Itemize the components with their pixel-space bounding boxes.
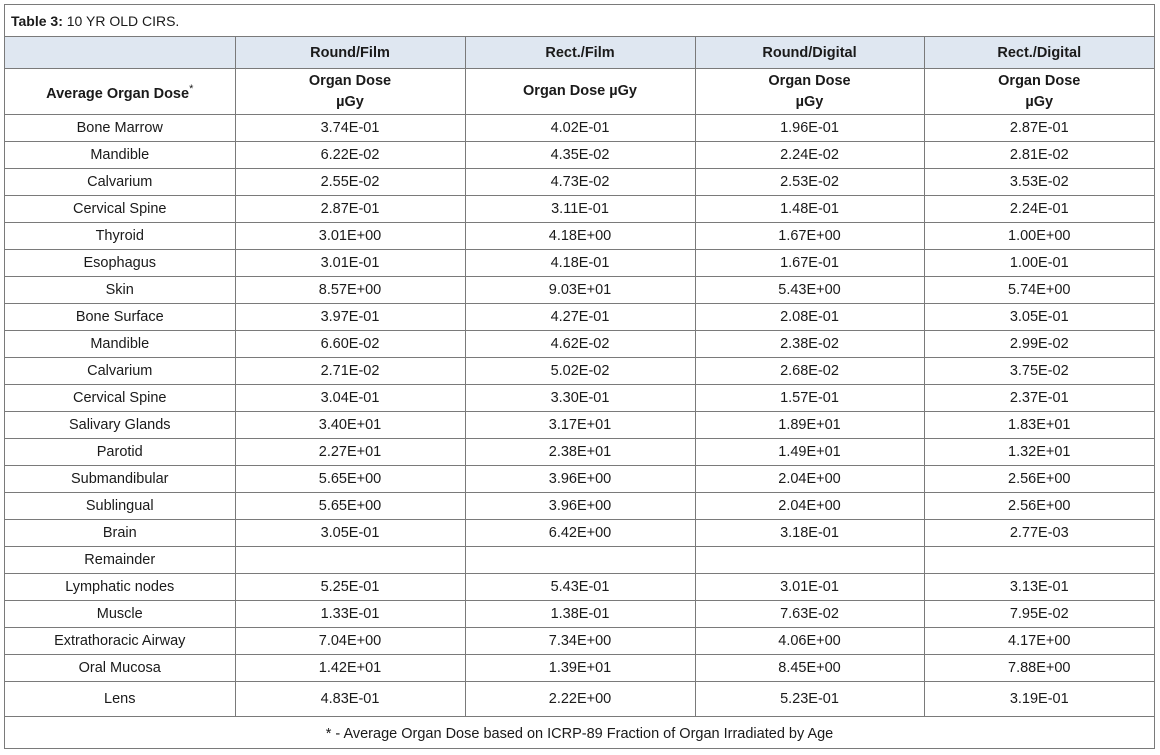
table-row: [5, 547, 1154, 574]
organ-cell: Mandible: [5, 331, 235, 358]
dose-cell: 2.24E-02: [695, 142, 924, 169]
table-row: [5, 331, 1154, 358]
organ-cell: Cervical Spine: [5, 196, 235, 223]
dose-cell: 3.18E-01: [695, 520, 924, 547]
dose-cell: 4.62E-02: [465, 331, 695, 358]
table-row: [5, 169, 1154, 196]
unit-text: Organ Dose µGy: [998, 72, 1081, 110]
dose-cell: 3.05E-01: [924, 304, 1154, 331]
dose-cell: 1.67E-01: [695, 250, 924, 277]
dose-cell: 3.01E-01: [695, 574, 924, 601]
dose-cell: 1.89E+01: [695, 412, 924, 439]
table-row: [5, 115, 1154, 142]
table-row: [5, 412, 1154, 439]
footnote-marker: *: [189, 82, 194, 95]
dose-cell: 1.33E-01: [235, 601, 465, 628]
column-header: Rect./Digital: [924, 37, 1154, 69]
organ-cell: Lymphatic nodes: [5, 574, 235, 601]
unit-header: [924, 69, 1154, 115]
column-header: Round/Digital: [695, 37, 924, 69]
dose-cell: 3.01E-01: [235, 250, 465, 277]
dose-cell: 9.03E+01: [465, 277, 695, 304]
table-row: [5, 439, 1154, 466]
dose-cell: 5.25E-01: [235, 574, 465, 601]
table-row: [5, 196, 1154, 223]
organ-cell: Oral Mucosa: [5, 655, 235, 682]
dose-cell: 1.38E-01: [465, 601, 695, 628]
column-header-row: [5, 37, 1154, 69]
dose-cell: 2.27E+01: [235, 439, 465, 466]
dose-cell: 3.96E+00: [465, 466, 695, 493]
dose-cell: 3.96E+00: [465, 493, 695, 520]
dose-cell: 3.40E+01: [235, 412, 465, 439]
unit-header: [465, 69, 695, 115]
organ-cell: Esophagus: [5, 250, 235, 277]
organ-cell: Bone Surface: [5, 304, 235, 331]
footnote-row: [5, 717, 1154, 752]
dose-cell: [695, 547, 924, 574]
organ-cell: Remainder: [5, 547, 235, 574]
dose-cell: 2.08E-01: [695, 304, 924, 331]
unit-header-row: [5, 69, 1154, 115]
table-title: 10 YR OLD CIRS.: [66, 13, 180, 29]
dose-cell: 2.37E-01: [924, 385, 1154, 412]
corner-header-cell: [5, 37, 235, 69]
table-row: [5, 223, 1154, 250]
organ-cell: Muscle: [5, 601, 235, 628]
organ-cell: Thyroid: [5, 223, 235, 250]
organ-cell: Parotid: [5, 439, 235, 466]
organ-cell: Bone Marrow: [5, 115, 235, 142]
dose-cell: 2.56E+00: [924, 466, 1154, 493]
organ-cell: Lens: [5, 682, 235, 717]
unit-text: Organ Dose µGy: [308, 72, 392, 110]
dose-cell: 2.38E-02: [695, 331, 924, 358]
dose-cell: 4.18E+00: [465, 223, 695, 250]
dose-cell: 4.17E+00: [924, 628, 1154, 655]
dose-cell: 1.00E-01: [924, 250, 1154, 277]
table-row: [5, 493, 1154, 520]
organ-cell: Extrathoracic Airway: [5, 628, 235, 655]
dose-cell: [465, 547, 695, 574]
dose-cell: 2.68E-02: [695, 358, 924, 385]
dose-cell: 5.23E-01: [695, 682, 924, 717]
table-row: [5, 682, 1154, 717]
dose-cell: 4.18E-01: [465, 250, 695, 277]
dose-cell: 7.88E+00: [924, 655, 1154, 682]
dose-cell: 3.53E-02: [924, 169, 1154, 196]
table-row: [5, 628, 1154, 655]
organ-cell: Sublingual: [5, 493, 235, 520]
dose-cell: 3.04E-01: [235, 385, 465, 412]
dose-cell: 4.73E-02: [465, 169, 695, 196]
dose-cell: 3.97E-01: [235, 304, 465, 331]
unit-text: Organ Dose µGy: [523, 83, 637, 99]
unit-text: Organ Dose µGy: [768, 72, 851, 110]
dose-cell: 2.55E-02: [235, 169, 465, 196]
dose-cell: 5.43E+00: [695, 277, 924, 304]
dose-cell: 6.42E+00: [465, 520, 695, 547]
dose-cell: 5.65E+00: [235, 493, 465, 520]
dose-cell: 1.42E+01: [235, 655, 465, 682]
dose-cell: 2.04E+00: [695, 466, 924, 493]
organ-cell: Calvarium: [5, 169, 235, 196]
dose-cell: 3.74E-01: [235, 115, 465, 142]
column-header: Round/Film: [235, 37, 465, 69]
row-label-text: Average Organ Dose: [46, 85, 190, 102]
organ-cell: Calvarium: [5, 358, 235, 385]
organ-cell: Skin: [5, 277, 235, 304]
dose-cell: 3.13E-01: [924, 574, 1154, 601]
table-row: [5, 250, 1154, 277]
dose-cell: 1.67E+00: [695, 223, 924, 250]
dose-cell: 2.56E+00: [924, 493, 1154, 520]
dose-cell: 6.22E-02: [235, 142, 465, 169]
table-row: [5, 601, 1154, 628]
table-row: [5, 574, 1154, 601]
dose-cell: 8.45E+00: [695, 655, 924, 682]
unit-header: [235, 69, 465, 115]
dose-cell: 1.32E+01: [924, 439, 1154, 466]
dose-cell: [924, 547, 1154, 574]
dose-cell: 4.02E-01: [465, 115, 695, 142]
column-header: Rect./Film: [465, 37, 695, 69]
dose-cell: 2.38E+01: [465, 439, 695, 466]
dose-cell: 2.77E-03: [924, 520, 1154, 547]
dose-cell: 2.04E+00: [695, 493, 924, 520]
table-row: [5, 358, 1154, 385]
dose-cell: [235, 547, 465, 574]
dose-cell: 3.05E-01: [235, 520, 465, 547]
row-label-header: [5, 69, 235, 115]
dose-cell: 8.57E+00: [235, 277, 465, 304]
dose-cell: 2.81E-02: [924, 142, 1154, 169]
dose-cell: 1.39E+01: [465, 655, 695, 682]
unit-header: [695, 69, 924, 115]
footnote: * - Average Organ Dose based on ICRP-89 Fraction of Organ Irradiated by Age: [325, 726, 834, 742]
organ-cell: Mandible: [5, 142, 235, 169]
dose-cell: 7.34E+00: [465, 628, 695, 655]
dose-cell: 7.04E+00: [235, 628, 465, 655]
table-row: [5, 277, 1154, 304]
table-row: [5, 655, 1154, 682]
dose-cell: 3.01E+00: [235, 223, 465, 250]
dose-cell: 4.83E-01: [235, 682, 465, 717]
table-body: [5, 115, 1154, 717]
dose-cell: 2.87E-01: [924, 115, 1154, 142]
dose-cell: 7.63E-02: [695, 601, 924, 628]
dose-cell: 5.65E+00: [235, 466, 465, 493]
dose-cell: 2.22E+00: [465, 682, 695, 717]
dose-cell: 2.87E-01: [235, 196, 465, 223]
table-caption: [5, 5, 1154, 37]
table-number: Table 3:: [11, 13, 63, 29]
dose-cell: 5.43E-01: [465, 574, 695, 601]
dose-cell: 1.00E+00: [924, 223, 1154, 250]
table-container: [4, 4, 1155, 749]
dose-cell: 1.83E+01: [924, 412, 1154, 439]
dose-cell: 3.17E+01: [465, 412, 695, 439]
organ-cell: Submandibular: [5, 466, 235, 493]
dose-cell: 1.57E-01: [695, 385, 924, 412]
dose-cell: 1.96E-01: [695, 115, 924, 142]
dose-cell: 2.71E-02: [235, 358, 465, 385]
table-row: [5, 304, 1154, 331]
organ-cell: Brain: [5, 520, 235, 547]
dose-cell: 6.60E-02: [235, 331, 465, 358]
dose-cell: 3.11E-01: [465, 196, 695, 223]
dose-cell: 3.75E-02: [924, 358, 1154, 385]
table-row: [5, 466, 1154, 493]
organ-cell: Cervical Spine: [5, 385, 235, 412]
dose-cell: 3.19E-01: [924, 682, 1154, 717]
dose-cell: 2.99E-02: [924, 331, 1154, 358]
dose-cell: 2.53E-02: [695, 169, 924, 196]
dose-cell: 1.48E-01: [695, 196, 924, 223]
dose-cell: 3.30E-01: [465, 385, 695, 412]
dose-cell: 4.27E-01: [465, 304, 695, 331]
dose-cell: 1.49E+01: [695, 439, 924, 466]
table-row: [5, 385, 1154, 412]
organ-dose-table: [5, 37, 1154, 751]
organ-cell: Salivary Glands: [5, 412, 235, 439]
dose-cell: 4.35E-02: [465, 142, 695, 169]
table-row: [5, 142, 1154, 169]
dose-cell: 7.95E-02: [924, 601, 1154, 628]
dose-cell: 2.24E-01: [924, 196, 1154, 223]
table-row: [5, 520, 1154, 547]
dose-cell: 5.02E-02: [465, 358, 695, 385]
dose-cell: 4.06E+00: [695, 628, 924, 655]
dose-cell: 5.74E+00: [924, 277, 1154, 304]
